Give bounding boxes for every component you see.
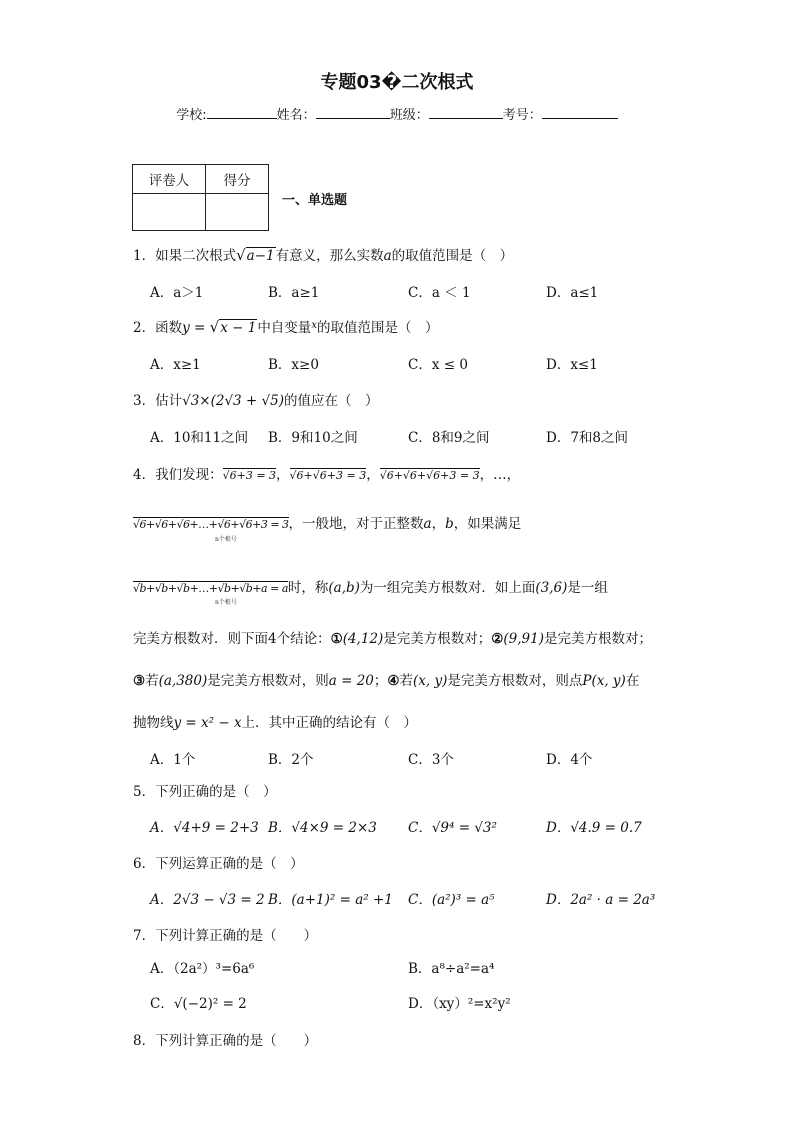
q4-comma: ， — [431, 516, 446, 532]
q4-line4-a: 完美方根数对．则下面4个结论： — [133, 631, 331, 647]
q2-option-d[interactable]: D．x≤1 — [546, 357, 598, 373]
q6-option-b[interactable]: B．(a+1)² = a² +1 — [268, 892, 393, 908]
question-4: 4．我们发现：√6+3 = 3，√6+√6+3 = 3，√6+√6+√6+3 = 3，…， — [133, 467, 521, 483]
q4-option-a[interactable]: A．1个 — [150, 752, 196, 768]
q4-pair-991: (9,91) — [503, 631, 544, 647]
grader-cell[interactable] — [133, 194, 206, 231]
q5-option-b[interactable]: B．√4×9 = 2×3 — [268, 820, 377, 836]
exam-no-blank[interactable] — [542, 106, 618, 119]
school-label: 学校: — [176, 108, 207, 123]
question-6: 6．下列运算正确的是（ ） — [133, 856, 304, 872]
q7-option-a[interactable]: A．（2a²）³=6a⁶ — [150, 961, 255, 977]
q2-option-c[interactable]: C．x ≤ 0 — [408, 357, 468, 373]
q4-nested-radical-1: √6+√6+√6+…+√6+√6+3 = 3 — [133, 518, 289, 531]
q2-radicand: x − 1 — [220, 320, 257, 336]
q4-var-a: a — [423, 516, 432, 532]
q4-line4-b: 是完美方根数对； — [383, 631, 492, 647]
q1-stem-c: 的取值范围是（ ） — [391, 248, 514, 264]
exam-no-label: 考号： — [502, 108, 542, 123]
q2-stem: 2．函数 — [133, 320, 183, 336]
q7-option-c[interactable]: C．√(−2)² = 2 — [150, 996, 247, 1012]
q2-eq: = — [189, 320, 210, 336]
q2-option-b[interactable]: B．x≥0 — [268, 357, 319, 373]
q2-func-lhs: y — [182, 320, 190, 336]
q4-line3-c: 是一组 — [567, 580, 608, 596]
q1-option-b[interactable]: B．a≥1 — [268, 285, 320, 301]
q3-stem-b: 的值应在（ ） — [284, 393, 379, 409]
q4-line5-b: 是完美方根数对，则 — [207, 673, 329, 689]
school-blank[interactable] — [207, 106, 277, 119]
q6-option-c[interactable]: C．(a²)³ = a⁵ — [408, 892, 495, 908]
q4-option-c[interactable]: C．3个 — [408, 752, 454, 768]
score-cell[interactable] — [206, 194, 269, 231]
q4-conclusion-3-marker: ③ — [133, 673, 146, 689]
q4-line5-c: ； — [373, 673, 388, 689]
q4-example-3: √6+√6+√6+3 = 3 — [379, 469, 480, 482]
q3-option-a[interactable]: A．10和11之间 — [150, 430, 249, 446]
q1-option-c[interactable]: C．a ＜ 1 — [408, 285, 471, 301]
q5-option-d[interactable]: D．√4.9 = 0.7 — [546, 820, 642, 836]
score-header: 得分 — [206, 165, 269, 194]
q5-option-c[interactable]: C．√9⁴ = √3² — [408, 820, 497, 836]
q4-line5-d: 若 — [399, 673, 413, 689]
q4-line-4 — [133, 627, 652, 647]
q6-option-a[interactable]: A．2√3 − √3 = 2 — [150, 892, 265, 908]
question-7: 7．下列计算正确的是（ ） — [133, 928, 318, 944]
q4-line-6 — [133, 711, 417, 731]
q4-line3-a: 时，称 — [287, 580, 329, 596]
q1-radicand: a−1 — [246, 248, 275, 264]
q4-ellipsis: ，…， — [479, 467, 521, 483]
q4-example-2: √6+√6+3 = 3 — [289, 469, 367, 482]
q1-stem: 1．如果二次根式 — [133, 248, 237, 264]
q3-option-b[interactable]: B．9和10之间 — [268, 430, 358, 446]
q7-option-d[interactable]: D．（xy）²=x²y² — [408, 996, 511, 1012]
q4-pair-a380: (a,380) — [158, 673, 208, 689]
question-1 — [133, 244, 513, 264]
q4-line6-a: 抛物线 — [133, 715, 174, 731]
q4-point: P(x, y) — [582, 673, 626, 689]
q2-stem-b: 中自变量 — [257, 320, 312, 336]
q6-option-d[interactable]: D．2a² · a = 2a³ — [546, 892, 656, 908]
q4-conclusion-4-marker: ④ — [387, 673, 400, 689]
q4-example-1: √6+3 = 3 — [222, 469, 277, 482]
q4-line-2 — [133, 512, 521, 532]
q4-nested-note-1: n个根号 — [215, 536, 237, 543]
q2-option-a[interactable]: A．x≥1 — [150, 357, 201, 373]
q4-line6-b: 上．其中正确的结论有（ ） — [241, 715, 418, 731]
q4-line5-e: 是完美方根数对，则点 — [447, 673, 583, 689]
q4-line-3 — [133, 576, 608, 596]
radical-icon: √ — [236, 246, 246, 264]
name-blank[interactable] — [316, 106, 390, 119]
q2-stem-c: 的取值范围是（ ） — [316, 320, 439, 336]
q4-stem: 4．我们发现： — [133, 467, 223, 483]
question-8: 8．下列计算正确的是（ ） — [133, 1033, 318, 1049]
question-2 — [133, 316, 438, 336]
question-3 — [133, 389, 379, 409]
q4-line-5 — [133, 669, 639, 689]
q3-option-c[interactable]: C．8和9之间 — [408, 430, 490, 446]
q3-option-d[interactable]: D．7和8之间 — [546, 430, 629, 446]
q4-line2-tail: ，如果满足 — [453, 516, 522, 532]
q4-option-b[interactable]: B．2个 — [268, 752, 314, 768]
q4-pair-xy: (x, y) — [413, 673, 448, 689]
radical-icon: √ — [209, 318, 220, 336]
q4-conclusion-2-marker: ② — [491, 631, 504, 647]
q4-a-eq: a = 20 — [328, 673, 374, 689]
q4-pair-36: (3,6) — [535, 580, 568, 596]
q4-line3-b: 为一组完美方根数对．如上面 — [359, 580, 536, 596]
q2-var: x — [311, 320, 317, 331]
q4-pair-412: (4,12) — [342, 631, 384, 647]
q4-var-b: b — [445, 516, 454, 532]
grader-header: 评卷人 — [133, 165, 206, 194]
q4-option-d[interactable]: D．4个 — [546, 752, 593, 768]
name-label: 姓名： — [276, 108, 316, 123]
q5-option-a[interactable]: A．√4+9 = 2+3 — [150, 820, 259, 836]
q1-option-d[interactable]: D．a≤1 — [546, 285, 599, 301]
student-info-line — [0, 104, 794, 123]
page-title: 专题03�二次根式 — [320, 72, 474, 93]
grading-table — [132, 164, 269, 231]
q4-pair-ab: (a,b) — [328, 580, 360, 596]
q1-var: a — [383, 248, 392, 264]
q4-line4-c: 是完美方根数对； — [544, 631, 652, 647]
q3-stem: 3．估计 — [133, 393, 183, 409]
q7-option-b[interactable]: B．a⁸÷a²=a⁴ — [408, 961, 495, 977]
section-title: 一、单选题 — [282, 193, 348, 208]
q4-conclusion-1-marker: ① — [330, 631, 343, 647]
q1-stem-b: 有意义，那么实数 — [275, 248, 384, 264]
q4-line5-f: 在 — [625, 673, 640, 689]
q1-option-a[interactable]: A．a＞1 — [150, 285, 204, 301]
q4-nested-note-2: n个根号 — [215, 599, 237, 606]
class-blank[interactable] — [429, 106, 503, 119]
q3-expression: √3×(2√3 + √5) — [182, 393, 284, 409]
q4-line2-text: ，一般地，对于正整数 — [288, 516, 424, 532]
q4-parabola: y = x² − x — [173, 715, 242, 731]
q4-nested-radical-2: √b+√b+√b+…+√b+√b+a = a — [133, 582, 288, 595]
question-5: 5．下列正确的是（ ） — [133, 784, 277, 800]
class-label: 班级： — [389, 108, 429, 123]
q4-line5-a: 若 — [145, 673, 159, 689]
